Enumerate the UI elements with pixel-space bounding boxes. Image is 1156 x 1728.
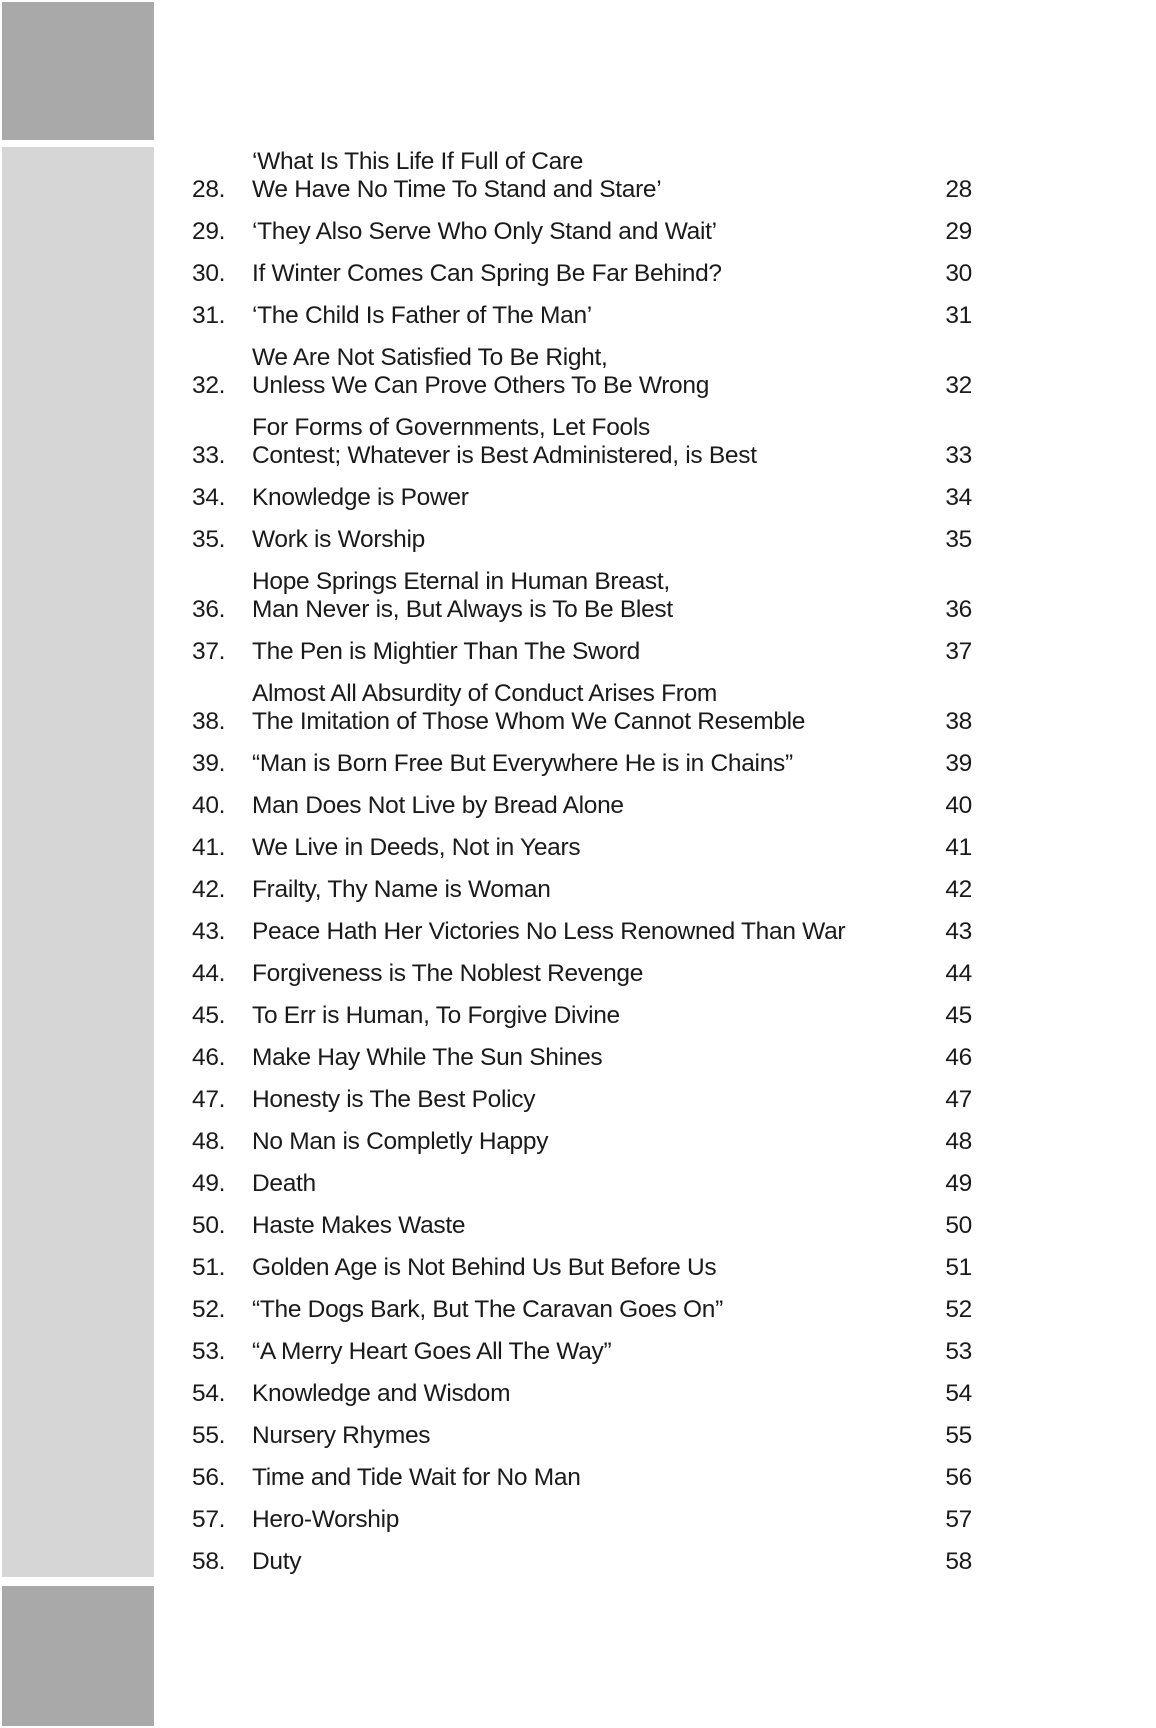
toc-entry-number: 38. bbox=[192, 708, 226, 735]
toc-entry-title: The Pen is Mightier Than The Sword bbox=[252, 638, 640, 665]
toc-entry-title: Forgiveness is The Noblest Revenge bbox=[252, 960, 644, 987]
toc-entry-number: 34. bbox=[192, 484, 226, 511]
toc-entry-number: 56. bbox=[192, 1464, 226, 1491]
toc-entry-page-number: 39 bbox=[945, 750, 972, 777]
toc-entry-page-number: 46 bbox=[945, 1044, 972, 1071]
toc-entry-title: Honesty is The Best Policy bbox=[252, 1086, 536, 1113]
toc-entry-title: Golden Age is Not Behind Us But Before Us bbox=[252, 1254, 717, 1281]
toc-entry-page-number: 34 bbox=[945, 484, 972, 511]
toc-entry-number: 30. bbox=[192, 260, 226, 287]
toc-entry-title: ‘What Is This Life If Full of Care We Have No Time To Stand and Stare’ bbox=[252, 148, 662, 203]
toc-entry-title: To Err is Human, To Forgive Divine bbox=[252, 1002, 620, 1029]
toc-entry-number: 33. bbox=[192, 442, 226, 469]
toc-entry-page-number: 54 bbox=[945, 1380, 972, 1407]
toc-entry-title: Make Hay While The Sun Shines bbox=[252, 1044, 603, 1071]
toc-entry-title: Man Does Not Live by Bread Alone bbox=[252, 792, 624, 819]
toc-entry-page-number: 52 bbox=[945, 1296, 972, 1323]
toc-entry[interactable] bbox=[192, 1338, 972, 1366]
toc-entry-page-number: 32 bbox=[945, 372, 972, 399]
toc-entry-title: Knowledge is Power bbox=[252, 484, 469, 511]
toc-entry[interactable] bbox=[192, 876, 972, 904]
toc-entry[interactable] bbox=[192, 302, 972, 330]
toc-entry-title: Peace Hath Her Victories No Less Renowned Than War bbox=[252, 918, 846, 945]
toc-entry-number: 50. bbox=[192, 1212, 226, 1239]
toc-entry-title: “A Merry Heart Goes All The Way” bbox=[252, 1338, 612, 1365]
toc-entry-title: We Live in Deeds, Not in Years bbox=[252, 834, 581, 861]
toc-entry-page-number: 37 bbox=[945, 638, 972, 665]
toc-entry-page-number: 30 bbox=[945, 260, 972, 287]
toc-entry-number: 35. bbox=[192, 526, 226, 553]
thumb-tab-middle bbox=[2, 147, 154, 1577]
toc-entry-number: 57. bbox=[192, 1506, 226, 1533]
toc-entry[interactable] bbox=[192, 1044, 972, 1072]
side-thumb-tabs bbox=[0, 0, 156, 1728]
toc-entry-number: 53. bbox=[192, 1338, 226, 1365]
toc-entry-number: 52. bbox=[192, 1296, 226, 1323]
toc-entry-page-number: 41 bbox=[945, 834, 972, 861]
toc-entry-title: Almost All Absurdity of Conduct Arises From The Imitation of Those Whom We Cannot Resemble bbox=[252, 680, 806, 735]
toc-entry[interactable] bbox=[192, 1422, 972, 1450]
toc-entry-page-number: 57 bbox=[945, 1506, 972, 1533]
toc-entry-title: ‘They Also Serve Who Only Stand and Wait’ bbox=[252, 218, 717, 245]
toc-entry-title: For Forms of Governments, Let Fools Contest; Whatever is Best Administered, is Best bbox=[252, 414, 757, 469]
toc-entry-title: Knowledge and Wisdom bbox=[252, 1380, 511, 1407]
toc-entry[interactable] bbox=[192, 414, 972, 470]
toc-entry-title: “The Dogs Bark, But The Caravan Goes On” bbox=[252, 1296, 723, 1323]
toc-entry-number: 49. bbox=[192, 1170, 226, 1197]
toc-entry-title: No Man is Completly Happy bbox=[252, 1128, 549, 1155]
toc-entry-page-number: 28 bbox=[945, 176, 972, 203]
table-of-contents bbox=[192, 148, 972, 1590]
toc-entry[interactable] bbox=[192, 1212, 972, 1240]
toc-entry[interactable] bbox=[192, 1170, 972, 1198]
toc-entry-number: 31. bbox=[192, 302, 226, 329]
toc-entry[interactable] bbox=[192, 1464, 972, 1492]
toc-entry[interactable] bbox=[192, 750, 972, 778]
toc-entry-number: 43. bbox=[192, 918, 226, 945]
toc-entry[interactable] bbox=[192, 1380, 972, 1408]
toc-entry-page-number: 38 bbox=[945, 708, 972, 735]
thumb-tab-top bbox=[2, 2, 154, 140]
toc-entry-title: Hope Springs Eternal in Human Breast, Man Never is, But Always is To Be Blest bbox=[252, 568, 673, 623]
toc-entry[interactable] bbox=[192, 1002, 972, 1030]
toc-entry-page-number: 31 bbox=[945, 302, 972, 329]
toc-entry[interactable] bbox=[192, 1506, 972, 1534]
toc-entry-page-number: 51 bbox=[945, 1254, 972, 1281]
thumb-tab-bottom bbox=[2, 1586, 154, 1726]
toc-entry[interactable] bbox=[192, 218, 972, 246]
toc-entry-page-number: 56 bbox=[945, 1464, 972, 1491]
toc-entry-title: We Are Not Satisfied To Be Right, Unless We Can Prove Others To Be Wrong bbox=[252, 344, 710, 399]
toc-entry-title: Duty bbox=[252, 1548, 302, 1575]
toc-entry-page-number: 58 bbox=[945, 1548, 972, 1575]
toc-entry[interactable] bbox=[192, 792, 972, 820]
toc-entry-page-number: 42 bbox=[945, 876, 972, 903]
toc-entry-page-number: 36 bbox=[945, 596, 972, 623]
toc-entry-number: 40. bbox=[192, 792, 226, 819]
toc-entry-page-number: 40 bbox=[945, 792, 972, 819]
toc-entry-number: 28. bbox=[192, 176, 226, 203]
toc-entry[interactable] bbox=[192, 918, 972, 946]
toc-entry-page-number: 45 bbox=[945, 1002, 972, 1029]
toc-entry-number: 39. bbox=[192, 750, 226, 777]
toc-entry-page-number: 47 bbox=[945, 1086, 972, 1113]
toc-entry-number: 54. bbox=[192, 1380, 226, 1407]
toc-entry-number: 44. bbox=[192, 960, 226, 987]
toc-entry-title: Frailty, Thy Name is Woman bbox=[252, 876, 551, 903]
toc-entry[interactable] bbox=[192, 1128, 972, 1156]
toc-entry[interactable] bbox=[192, 260, 972, 288]
toc-entry-page-number: 53 bbox=[945, 1338, 972, 1365]
toc-entry[interactable] bbox=[192, 1548, 972, 1576]
toc-entry-title: Death bbox=[252, 1170, 316, 1197]
toc-entry-number: 46. bbox=[192, 1044, 226, 1071]
toc-entry-title: Work is Worship bbox=[252, 526, 425, 553]
toc-entry-page-number: 43 bbox=[945, 918, 972, 945]
toc-entry-number: 55. bbox=[192, 1422, 226, 1449]
toc-entry-title: Haste Makes Waste bbox=[252, 1212, 466, 1239]
toc-entry[interactable] bbox=[192, 484, 972, 512]
toc-entry[interactable] bbox=[192, 960, 972, 988]
toc-entry-title: ‘The Child Is Father of The Man’ bbox=[252, 302, 592, 329]
toc-entry[interactable] bbox=[192, 1296, 972, 1324]
toc-entry[interactable] bbox=[192, 1254, 972, 1282]
toc-entry-title: “Man is Born Free But Everywhere He is in Chains” bbox=[252, 750, 793, 777]
toc-entry[interactable] bbox=[192, 344, 972, 400]
toc-entry-page-number: 50 bbox=[945, 1212, 972, 1239]
toc-entry-page-number: 55 bbox=[945, 1422, 972, 1449]
toc-entry[interactable] bbox=[192, 526, 972, 554]
toc-entry-number: 42. bbox=[192, 876, 226, 903]
toc-entry-title: Hero-Worship bbox=[252, 1506, 400, 1533]
toc-entry-page-number: 49 bbox=[945, 1170, 972, 1197]
toc-entry[interactable] bbox=[192, 638, 972, 666]
toc-entry-page-number: 44 bbox=[945, 960, 972, 987]
toc-entry-number: 32. bbox=[192, 372, 226, 399]
toc-entry[interactable] bbox=[192, 148, 972, 204]
toc-entry-page-number: 48 bbox=[945, 1128, 972, 1155]
toc-entry-page-number: 29 bbox=[945, 218, 972, 245]
toc-entry-number: 58. bbox=[192, 1548, 226, 1575]
toc-entry-number: 51. bbox=[192, 1254, 226, 1281]
toc-entry-number: 47. bbox=[192, 1086, 226, 1113]
toc-entry-number: 45. bbox=[192, 1002, 226, 1029]
toc-entry-page-number: 33 bbox=[945, 442, 972, 469]
toc-entry[interactable] bbox=[192, 834, 972, 862]
toc-entry-title: Nursery Rhymes bbox=[252, 1422, 431, 1449]
toc-entry-page-number: 35 bbox=[945, 526, 972, 553]
toc-entry-title: Time and Tide Wait for No Man bbox=[252, 1464, 581, 1491]
toc-entry-number: 37. bbox=[192, 638, 226, 665]
toc-entry[interactable] bbox=[192, 680, 972, 736]
toc-entry-number: 41. bbox=[192, 834, 226, 861]
toc-entry-number: 48. bbox=[192, 1128, 226, 1155]
toc-entry[interactable] bbox=[192, 568, 972, 624]
toc-entry[interactable] bbox=[192, 1086, 972, 1114]
toc-entry-title: If Winter Comes Can Spring Be Far Behind? bbox=[252, 260, 722, 287]
toc-entry-number: 36. bbox=[192, 596, 226, 623]
toc-entry-number: 29. bbox=[192, 218, 226, 245]
